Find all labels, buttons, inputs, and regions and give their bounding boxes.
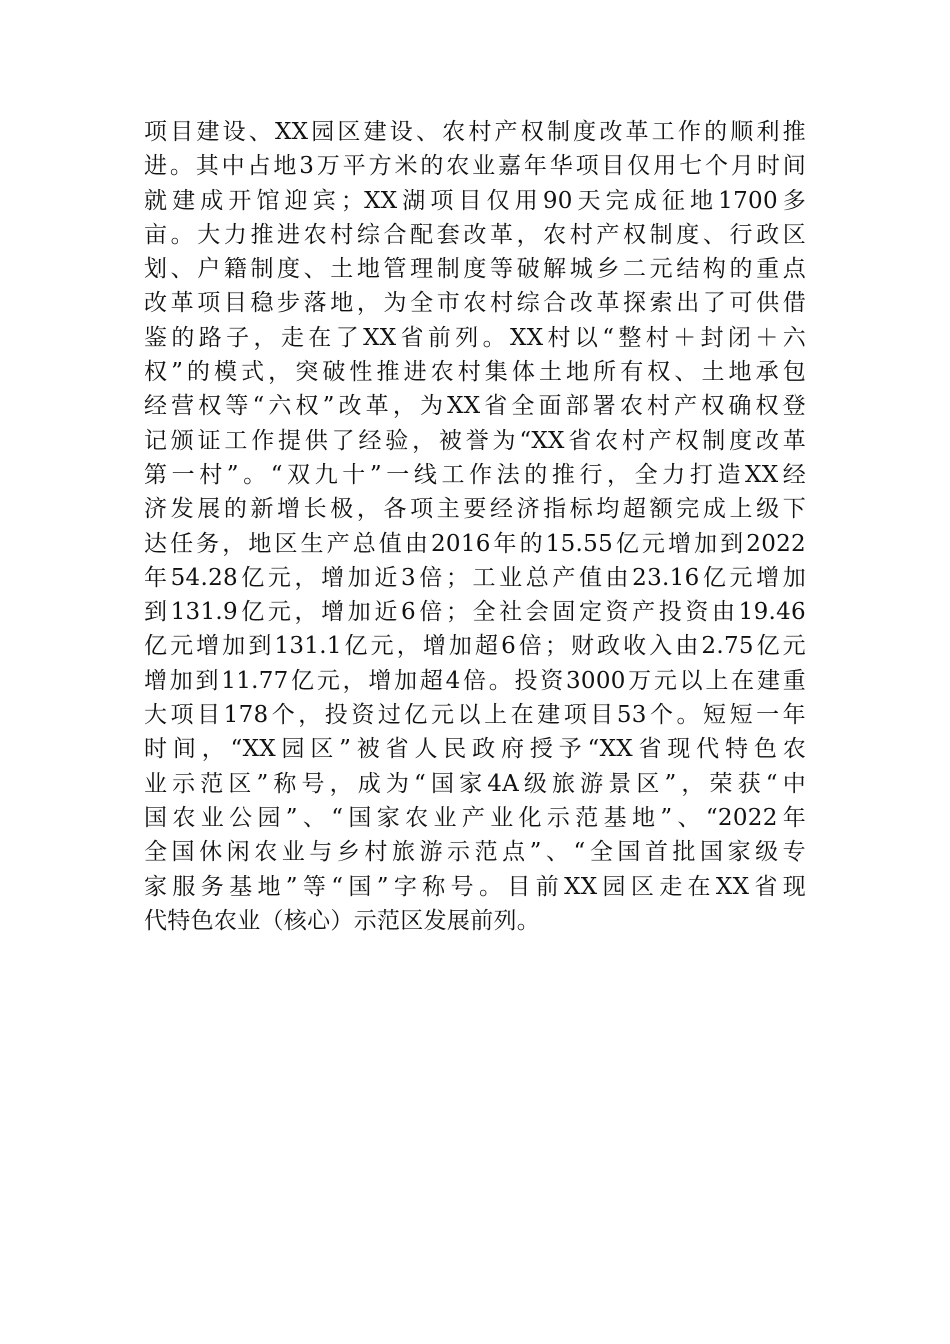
text-line: 代特色农业（核心）示范区发展前列。 — [144, 907, 541, 934]
text-line: 到131.9亿元，增加近6倍；全社会固定资产投资由19.46 — [144, 599, 806, 626]
text-line: 年54.28亿元，增加近3倍；工业总产值由23.16亿元增加 — [144, 564, 806, 591]
text-line: 鉴的路子，走在了XX省前列。XX村以“整村＋封闭＋六 — [144, 324, 806, 351]
text-line: 项目建设、XX园区建设、农村产权制度改革工作的顺利推 — [144, 119, 806, 145]
text-line: 达任务，地区生产总值由2016年的15.55亿元增加到2022 — [144, 530, 806, 557]
text-line: 进。其中占地3万平方米的农业嘉年华项目仅用七个月时间 — [144, 153, 806, 180]
text-line: 济发展的新增长极，各项主要经济指标均超额完成上级下 — [144, 496, 806, 523]
text-line: 时间，“XX园区”被省人民政府授予“XX省现代特色农 — [144, 736, 806, 763]
text-line: 业示范区”称号，成为“国家4A级旅游景区”，荣获“中 — [144, 770, 806, 797]
text-line: 记颁证工作提供了经验，被誉为“XX省农村产权制度改革 — [144, 427, 806, 454]
text-line: 增加到11.77亿元，增加超4倍。投资3000万元以上在建重 — [144, 667, 806, 694]
text-line: 全国休闲农业与乡村旅游示范点”、“全国首批国家级专 — [144, 839, 806, 866]
text-line: 改革项目稳步落地，为全市农村综合改革探索出了可供借 — [144, 290, 806, 317]
text-line: 国农业公园”、“国家农业产业化示范基地”、“2022年 — [144, 804, 806, 831]
text-line: 经营权等“六权”改革，为XX省全面部署农村产权确权登 — [144, 393, 806, 420]
text-line: 就建成开馆迎宾；XX湖项目仅用90天完成征地1700多 — [144, 187, 806, 214]
text-line: 家服务基地”等“国”字称号。目前XX园区走在XX省现 — [144, 873, 806, 900]
text-line: 权”的模式，突破性推进农村集体土地所有权、土地承包 — [144, 359, 806, 386]
text-line: 第一村”。“双九十”一线工作法的推行，全力打造XX经 — [144, 461, 806, 488]
text-line: 大项目178个，投资过亿元以上在建项目53个。短短一年 — [144, 702, 806, 729]
body-paragraph — [144, 115, 806, 938]
text-line: 亩。大力推进农村综合配套改革，农村产权制度、行政区 — [144, 221, 806, 248]
text-line: 亿元增加到131.1亿元，增加超6倍；财政收入由2.75亿元 — [144, 633, 806, 660]
text-line: 划、户籍制度、土地管理制度等破解城乡二元结构的重点 — [144, 256, 806, 283]
